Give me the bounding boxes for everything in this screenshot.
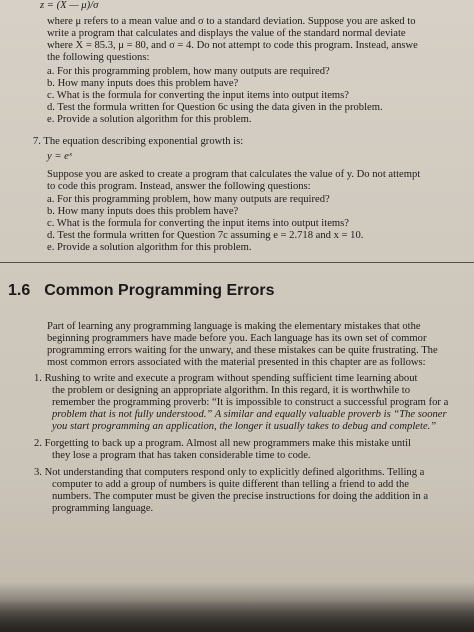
- question-6e: e. Provide a solution algorithm for this problem.: [47, 114, 252, 125]
- error-item-2: 2. Forgetting to back up a program. Almost all new programmers make this mistake until: [34, 438, 411, 449]
- question-6b: b. How many inputs does this problem have?: [47, 78, 239, 89]
- paragraph-line: write a program that calculates and displays the value of the standard normal deviate: [47, 28, 406, 39]
- question-7e: e. Provide a solution algorithm for this problem.: [47, 242, 252, 253]
- error-item-3-line: numbers. The computer must be given the precise instructions for doing the addition in a: [52, 491, 429, 502]
- paragraph-line: most common errors associated with the material presented in this chapter are as follows:: [47, 357, 426, 368]
- question-6a: a. For this programming problem, how many outputs are required?: [47, 66, 330, 77]
- question-7a: a. For this programming problem, how many outputs are required?: [47, 194, 330, 205]
- paragraph-line: where μ refers to a mean value and σ to a standard deviation. Suppose you are asked to: [47, 16, 416, 27]
- paragraph-line: Suppose you are asked to create a program that calculates the value of y. Do not attempt: [47, 169, 421, 180]
- error-item-1-line: remember the programming proverb: “It is impossible to construct a successful program for a: [52, 397, 449, 408]
- section-title: Common Programming Errors: [44, 282, 275, 299]
- error-item-2-line: they lose a program that has taken considerable time to code.: [52, 450, 311, 461]
- section-divider: [0, 262, 474, 263]
- error-item-1-line: you start programming an application, the longer it usually takes to debug and complete.”: [52, 421, 437, 432]
- z-formula: z = (X — μ)/σ: [40, 0, 99, 11]
- error-item-3-line: programming language.: [52, 503, 154, 514]
- error-item-3: 3. Not understanding that computers respond only to explicitly defined algorithms. Telling a: [34, 467, 425, 478]
- error-item-1-line: problem that is not fully understood.” A similar and equally valuable proverb is “The sooner: [52, 409, 447, 420]
- paragraph-line: programming errors waiting for the unwary, and these mistakes can be quite frustrating. The: [47, 345, 438, 356]
- paragraph-line: beginning programmers have made before you. Each language has its own set of commor: [47, 333, 427, 344]
- paragraph-line: the following questions:: [47, 52, 150, 63]
- paragraph-line: Part of learning any programming language is making the elementary mistakes that othe: [47, 321, 421, 332]
- question-7d: d. Test the formula written for Question 7c assuming e = 2.718 and x = 10.: [47, 230, 364, 241]
- question-6d: d. Test the formula written for Question 6c using the data given in the problem.: [47, 102, 383, 113]
- section-heading: [8, 282, 275, 300]
- exponential-formula: y = eˣ: [47, 151, 72, 162]
- question-7c: c. What is the formula for converting the input items into output items?: [47, 218, 349, 229]
- error-item-3-line: computer to add a group of numbers is quite different than telling a friend to add the: [52, 479, 409, 490]
- paragraph-line: to code this program. Instead, answer the following questions:: [47, 181, 311, 192]
- section-number: 1.6: [8, 282, 31, 299]
- question-7-intro: 7. The equation describing exponential growth is:: [33, 136, 244, 147]
- paragraph-line: where X = 85.3, μ = 80, and σ = 4. Do not attempt to code this program. Instead, answe: [47, 40, 418, 51]
- question-6c: c. What is the formula for converting the input items into output items?: [47, 90, 349, 101]
- error-item-1: 1. Rushing to write and execute a program without spending sufficient time learning about: [34, 373, 418, 384]
- page-shadow: [0, 600, 474, 632]
- question-7b: b. How many inputs does this problem have?: [47, 206, 239, 217]
- error-item-1-line: the problem or designing an appropriate algorithm. In this regard, it is worthwhile to: [52, 385, 411, 396]
